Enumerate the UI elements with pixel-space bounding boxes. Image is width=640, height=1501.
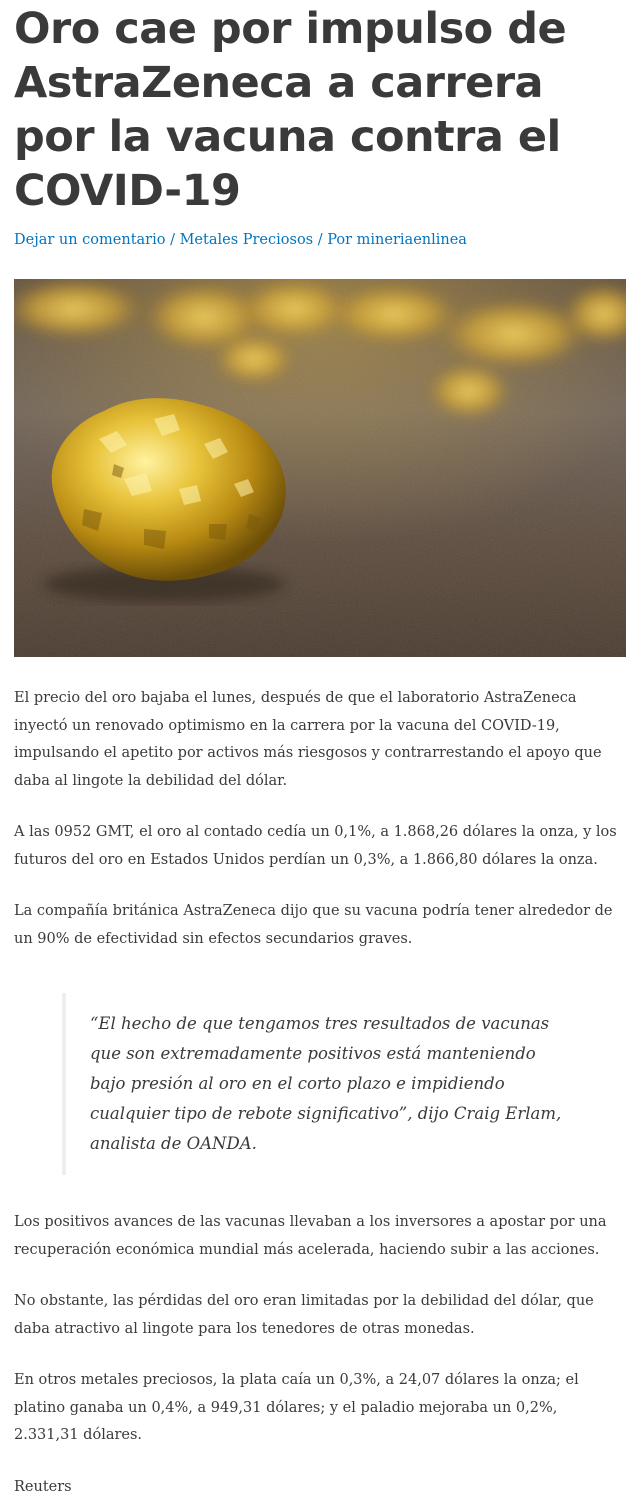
paragraph: La compañía británica AstraZeneca dijo que su vacuna podría tener alrededor de un 90% de efectividad sin efectos secundarios graves.: [14, 898, 626, 953]
paragraph: En otros metales preciosos, la plata caía un 0,3%, a 24,07 dólares la onza; el platino ganaba un 0,4%, a 949,31 dólares; y el paladio mejoraba un 0,2%, 2.331,31 dólares.: [14, 1367, 626, 1450]
meta-author-prefix: / Por: [313, 232, 357, 248]
author-link[interactable]: mineriaenlinea: [357, 232, 467, 248]
meta-separator: /: [165, 232, 179, 248]
paragraph: Los positivos avances de las vacunas llevaban a los inversores a apostar por una recuperación económica mundial más acelerada, haciendo subir a las acciones.: [14, 1209, 626, 1264]
paragraph: No obstante, las pérdidas del oro eran limitadas por la debilidad del dólar, que daba atractivo al lingote para los tenedores de otras monedas.: [14, 1288, 626, 1343]
article: [14, 0, 626, 1501]
article-meta: [14, 230, 626, 250]
gold-nugget-photo: [14, 279, 626, 657]
category-link[interactable]: Metales Preciosos: [180, 232, 314, 248]
comment-link[interactable]: Dejar un comentario: [14, 232, 165, 248]
blockquote: “El hecho de que tengamos tres resultados de vacunas que son extremadamente positivos está manteniendo bajo presión al oro en el corto plazo e impidiendo cualquier tipo de rebote significativo”, dijo Craig Erlam, analista de OANDA.: [62, 993, 570, 1175]
paragraph: A las 0952 GMT, el oro al contado cedía un 0,1%, a 1.868,26 dólares la onza, y los futuros del oro en Estados Unidos perdían un 0,3%, a 1.866,80 dólares la onza.: [14, 819, 626, 874]
article-title: Oro cae por impulso de AstraZeneca a carrera por la vacuna contra el COVID-19: [14, 0, 626, 218]
source-credit: Reuters: [14, 1474, 626, 1501]
paragraph: El precio del oro bajaba el lunes, después de que el laboratorio AstraZeneca inyectó un renovado optimismo en la carrera por la vacuna del COVID-19, impulsando el apetito por activos más riesgosos y contrarrestando el apoyo que daba al lingote la debilidad del dólar.: [14, 685, 626, 795]
